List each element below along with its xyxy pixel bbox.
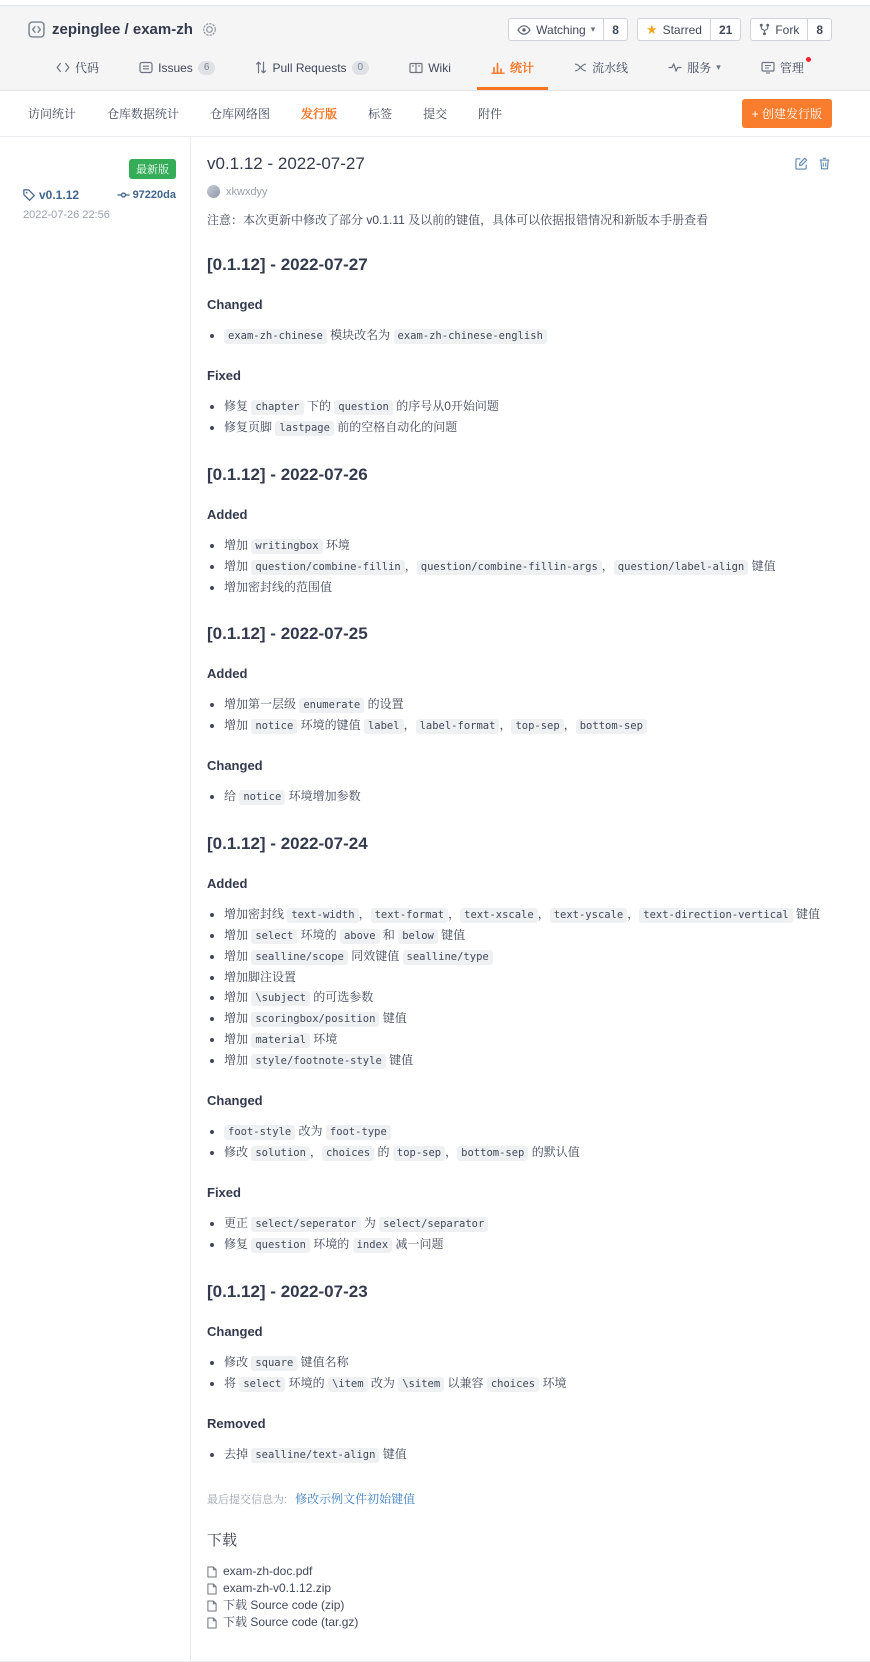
certificate-icon [202,22,217,37]
changelog-item: • 修复 chapter 下的 question 的序号从0开始问题 [224,396,830,417]
changelog-item: • 增加密封线 text-width ， text-format ， text-xscale ， text-yscale ， text-direction-vertical 键值 [224,904,830,925]
inline-code: solution [251,1146,310,1161]
inline-code: \subject [251,991,310,1006]
repo-header [0,6,870,91]
fork-label: Fork [775,22,800,37]
download-section-title: 下载 [207,1532,238,1549]
changelog-version-heading: [0.1.12] - 2022-07-26 [207,465,368,484]
changelog-version-heading: [0.1.12] - 2022-07-23 [207,1282,368,1301]
watch-button[interactable] [508,18,628,41]
changelog-group-title: Fixed [207,1185,241,1200]
changelog-list [207,694,830,736]
author-name[interactable]: xkwxdyy [226,185,268,198]
subnav-item-network[interactable]: 仓库网络图 [210,107,271,121]
edit-release-button[interactable] [795,157,808,170]
changelog-group-title: Changed [207,1093,263,1108]
caret-down-icon: ▾ [590,24,596,34]
tab-manage-label: 管理 [779,61,804,75]
changelog-item: • 增加第一层级 enumerate 的设置 [224,694,830,715]
changelog-item: • 增加 select 环境的 above 和 below 键值 [224,925,830,946]
changelog-group-title: Changed [207,297,263,312]
fork-count[interactable]: 8 [807,19,831,40]
download-file-link[interactable] [207,1563,830,1580]
delete-release-button[interactable] [819,157,830,170]
changelog-list [207,1121,830,1163]
changelog-version-heading: [0.1.12] - 2022-07-27 [207,255,368,274]
inline-code: writingbox [251,539,322,554]
subnav-item-visits[interactable]: 访问统计 [28,107,77,121]
inline-code: top-sep [393,1146,445,1161]
inline-code: exam-zh-chinese [224,329,327,344]
inline-code: question/combine-fillin [251,560,404,575]
inline-code: \sitem [398,1377,444,1392]
trash-icon [819,157,830,170]
tag-link[interactable] [23,188,79,202]
wiki-icon [409,62,423,74]
tab-issues-label: Issues [158,60,193,75]
caret-down-icon: ▾ [716,62,721,72]
changelog-item: • 给 notice 环境增加参数 [224,786,830,807]
download-file-label: 下载 Source code (tar.gz) [223,1615,359,1629]
changelog-item: • 增加 sealline/scope 同效键值 sealline/type [224,946,830,967]
star-label: Starred [662,22,702,37]
changelog [207,255,830,1465]
inline-code: enumerate [299,698,364,713]
inline-code: above [340,929,380,944]
tab-pull-requests[interactable] [253,55,371,90]
changelog-item: • 增加 style/footnote-style 键值 [224,1050,830,1071]
changelog-list [207,1444,830,1465]
download-file-link[interactable] [207,1614,830,1631]
repo-tabs [54,55,806,90]
changelog-version-heading: [0.1.12] - 2022-07-25 [207,624,368,643]
changelog-item: • 增加 \subject 的可选参数 [224,987,830,1008]
star-count[interactable]: 21 [710,19,740,40]
last-commit-row [207,1490,830,1507]
changelog-list [207,396,830,438]
changelog-group-title: Changed [207,1324,263,1339]
changelog-item: • 修复页脚 lastpage 前的空格自动化的问题 [224,417,830,438]
inline-code: label-format [416,719,500,734]
tab-wiki[interactable] [407,55,453,90]
star-button[interactable] [637,18,741,41]
pull-requests-count-badge: 0 [352,61,370,75]
inline-code: below [398,929,438,944]
download-file-label: 下载 Source code (zip) [223,1598,345,1612]
subnav-item-tags[interactable]: 标签 [368,107,393,121]
changelog-item: • 将 select 环境的 \item 改为 \sitem 以兼容 choices 环境 [224,1373,830,1394]
inline-code: select [251,929,297,944]
inline-code: style/footnote-style [251,1054,385,1069]
inline-code: sealline/text-align [251,1448,379,1463]
release-sidebar [0,137,191,1661]
release-title: v0.1.12 - 2022-07-27 [207,154,365,173]
changelog-list [207,1352,830,1394]
changelog-item: • 增加 notice 环境的键值 label ， label-format ， top-sep ， bottom-sep [224,715,830,736]
inline-code: material [251,1033,310,1048]
tab-code-label: 代码 [75,61,100,75]
inline-code: select/seperator [251,1217,360,1232]
release-page [0,137,870,1662]
author-avatar[interactable] [207,185,220,198]
inline-code: sealline/type [403,950,493,965]
issues-icon [139,61,153,74]
changelog-group-title: Added [207,876,248,891]
tab-wiki-label: Wiki [428,60,451,75]
changelog-group-title: Fixed [207,368,241,383]
changelog-item: • 增加 scoringbox/position 键值 [224,1008,830,1029]
inline-code: notice [239,790,285,805]
release-note: 注意：本次更新中修改了部分 v0.1.11 及以前的键值，具体可以依据报错情况和新版本手册查看 [207,213,709,227]
create-release-button[interactable]: + 创建发行版 [742,99,832,128]
changelog-list [207,1213,830,1255]
code-icon [56,62,70,73]
changelog-group-title: Added [207,666,248,681]
file-icon [207,1566,217,1578]
changelog-list [207,535,830,597]
tab-services[interactable] [666,55,723,90]
inline-code: choices [487,1377,539,1392]
file-icon [207,1617,217,1629]
tag-icon [23,189,35,201]
changelog-list [207,786,830,807]
commit-sha: 97220da [132,189,176,201]
subnav-item-commits[interactable]: 提交 [423,107,448,121]
changelog-item: • 增加 material 环境 [224,1029,830,1050]
repo-code-icon [28,21,45,38]
inline-code: label [364,719,404,734]
changelog-item: • 增加密封线的范围值 [224,577,830,597]
inline-code: question [251,1238,310,1253]
changelog-item: • 更正 select/seperator 为 select/separator [224,1213,830,1234]
changelog-item: • foot-style 改为 foot-type [224,1121,830,1142]
inline-code: bottom-sep [457,1146,528,1161]
download-file-link[interactable] [207,1580,830,1597]
inline-code: select [239,1377,285,1392]
changelog-item: • 修改 solution ， choices 的 top-sep ， bottom-sep 的默认值 [224,1142,830,1163]
inline-code: lastpage [275,421,334,436]
manage-icon [761,61,775,74]
changelog-item: • 修复 question 环境的 index 减一问题 [224,1234,830,1255]
inline-code: question [334,400,393,415]
inline-code: text-direction-vertical [639,908,792,923]
stats-icon [491,61,505,74]
tab-code[interactable] [54,55,101,90]
download-list [207,1563,830,1631]
changelog-item: • 增加 question/combine-fillin ， question/combine-fillin-args ， question/label-align 键值 [224,556,830,577]
inline-code: bottom-sep [576,719,647,734]
eye-icon [517,25,531,35]
inline-code: exam-zh-chinese-english [394,329,547,344]
changelog-list [207,325,830,346]
inline-code: scoringbox/position [251,1012,379,1027]
tab-pipelines[interactable] [572,55,630,90]
tab-services-label: 服务 [687,61,712,75]
commit-icon [117,191,130,199]
inline-code: top-sep [511,719,563,734]
repo-title[interactable]: zepinglee / exam-zh [52,21,193,38]
inline-code: select/separator [379,1217,488,1232]
download-file-label: exam-zh-v0.1.12.zip [223,1581,332,1595]
inline-code: choices [322,1146,374,1161]
changelog-item: • 去掉 sealline/text-align 键值 [224,1444,830,1465]
file-icon [207,1583,217,1595]
tab-pipelines-label: 流水线 [592,61,629,75]
inline-code: foot-type [326,1125,391,1140]
changelog-list [207,904,830,1071]
edit-icon [795,157,808,170]
last-commit-label: 最后提交信息为: [207,1493,288,1506]
inline-code: question/combine-fillin-args [417,560,602,575]
inline-code: chapter [251,400,303,415]
inline-code: \item [328,1377,368,1392]
inline-code: text-yscale [550,908,628,923]
inline-code: text-format [371,908,449,923]
last-commit-message-link[interactable]: 修改示例文件初始键值 [295,1492,416,1506]
pull-request-icon [255,61,267,74]
inline-code: text-width [287,908,358,923]
release-body [191,137,870,1661]
subnav-item-attachments[interactable]: 附件 [478,107,503,121]
tab-issues[interactable] [137,55,217,90]
file-icon [207,1600,217,1612]
issues-count-badge: 6 [198,61,216,75]
fork-button[interactable] [750,18,832,41]
inline-code: text-xscale [460,908,538,923]
changelog-version-heading: [0.1.12] - 2022-07-24 [207,834,368,853]
tab-manage[interactable] [759,55,806,90]
subnav-item-releases[interactable]: 发行版 [301,107,338,121]
inline-code: sealline/scope [251,950,348,965]
changelog-item: • 修改 square 键值名称 [224,1352,830,1373]
author-row [207,185,830,198]
watch-count[interactable]: 8 [603,19,627,40]
inline-code: square [251,1356,297,1371]
fork-icon [759,23,770,36]
changelog-group-title: Added [207,507,248,522]
inline-code: notice [251,719,297,734]
tab-pull-requests-label: Pull Requests [272,60,347,75]
repo-actions [508,18,832,41]
services-icon [668,62,682,73]
watch-label: Watching [536,22,586,37]
tab-stats[interactable] [489,55,536,90]
subnav-item-repo-data[interactable]: 仓库数据统计 [107,107,180,121]
tag-name: v0.1.12 [39,188,80,202]
inline-code: foot-style [224,1125,295,1140]
pipeline-icon [574,61,587,74]
stats-subnav [0,91,870,137]
commit-link[interactable] [117,189,176,201]
latest-release-badge: 最新版 [129,159,176,179]
release-datetime: 2022-07-26 22:56 [23,209,110,221]
changelog-group-title: Changed [207,758,263,773]
notification-dot [806,57,811,62]
star-icon: ★ [645,22,658,37]
download-file-label: exam-zh-doc.pdf [223,1564,313,1578]
inline-code: index [353,1238,393,1253]
changelog-item: • 增加脚注设置 [224,967,830,987]
tab-stats-label: 统计 [509,61,534,75]
changelog-item: • exam-zh-chinese 模块改名为 exam-zh-chinese-english [224,325,830,346]
changelog-group-title: Removed [207,1416,266,1431]
download-file-link[interactable] [207,1597,830,1614]
inline-code: question/label-align [614,560,748,575]
changelog-item: • 增加 writingbox 环境 [224,535,830,556]
